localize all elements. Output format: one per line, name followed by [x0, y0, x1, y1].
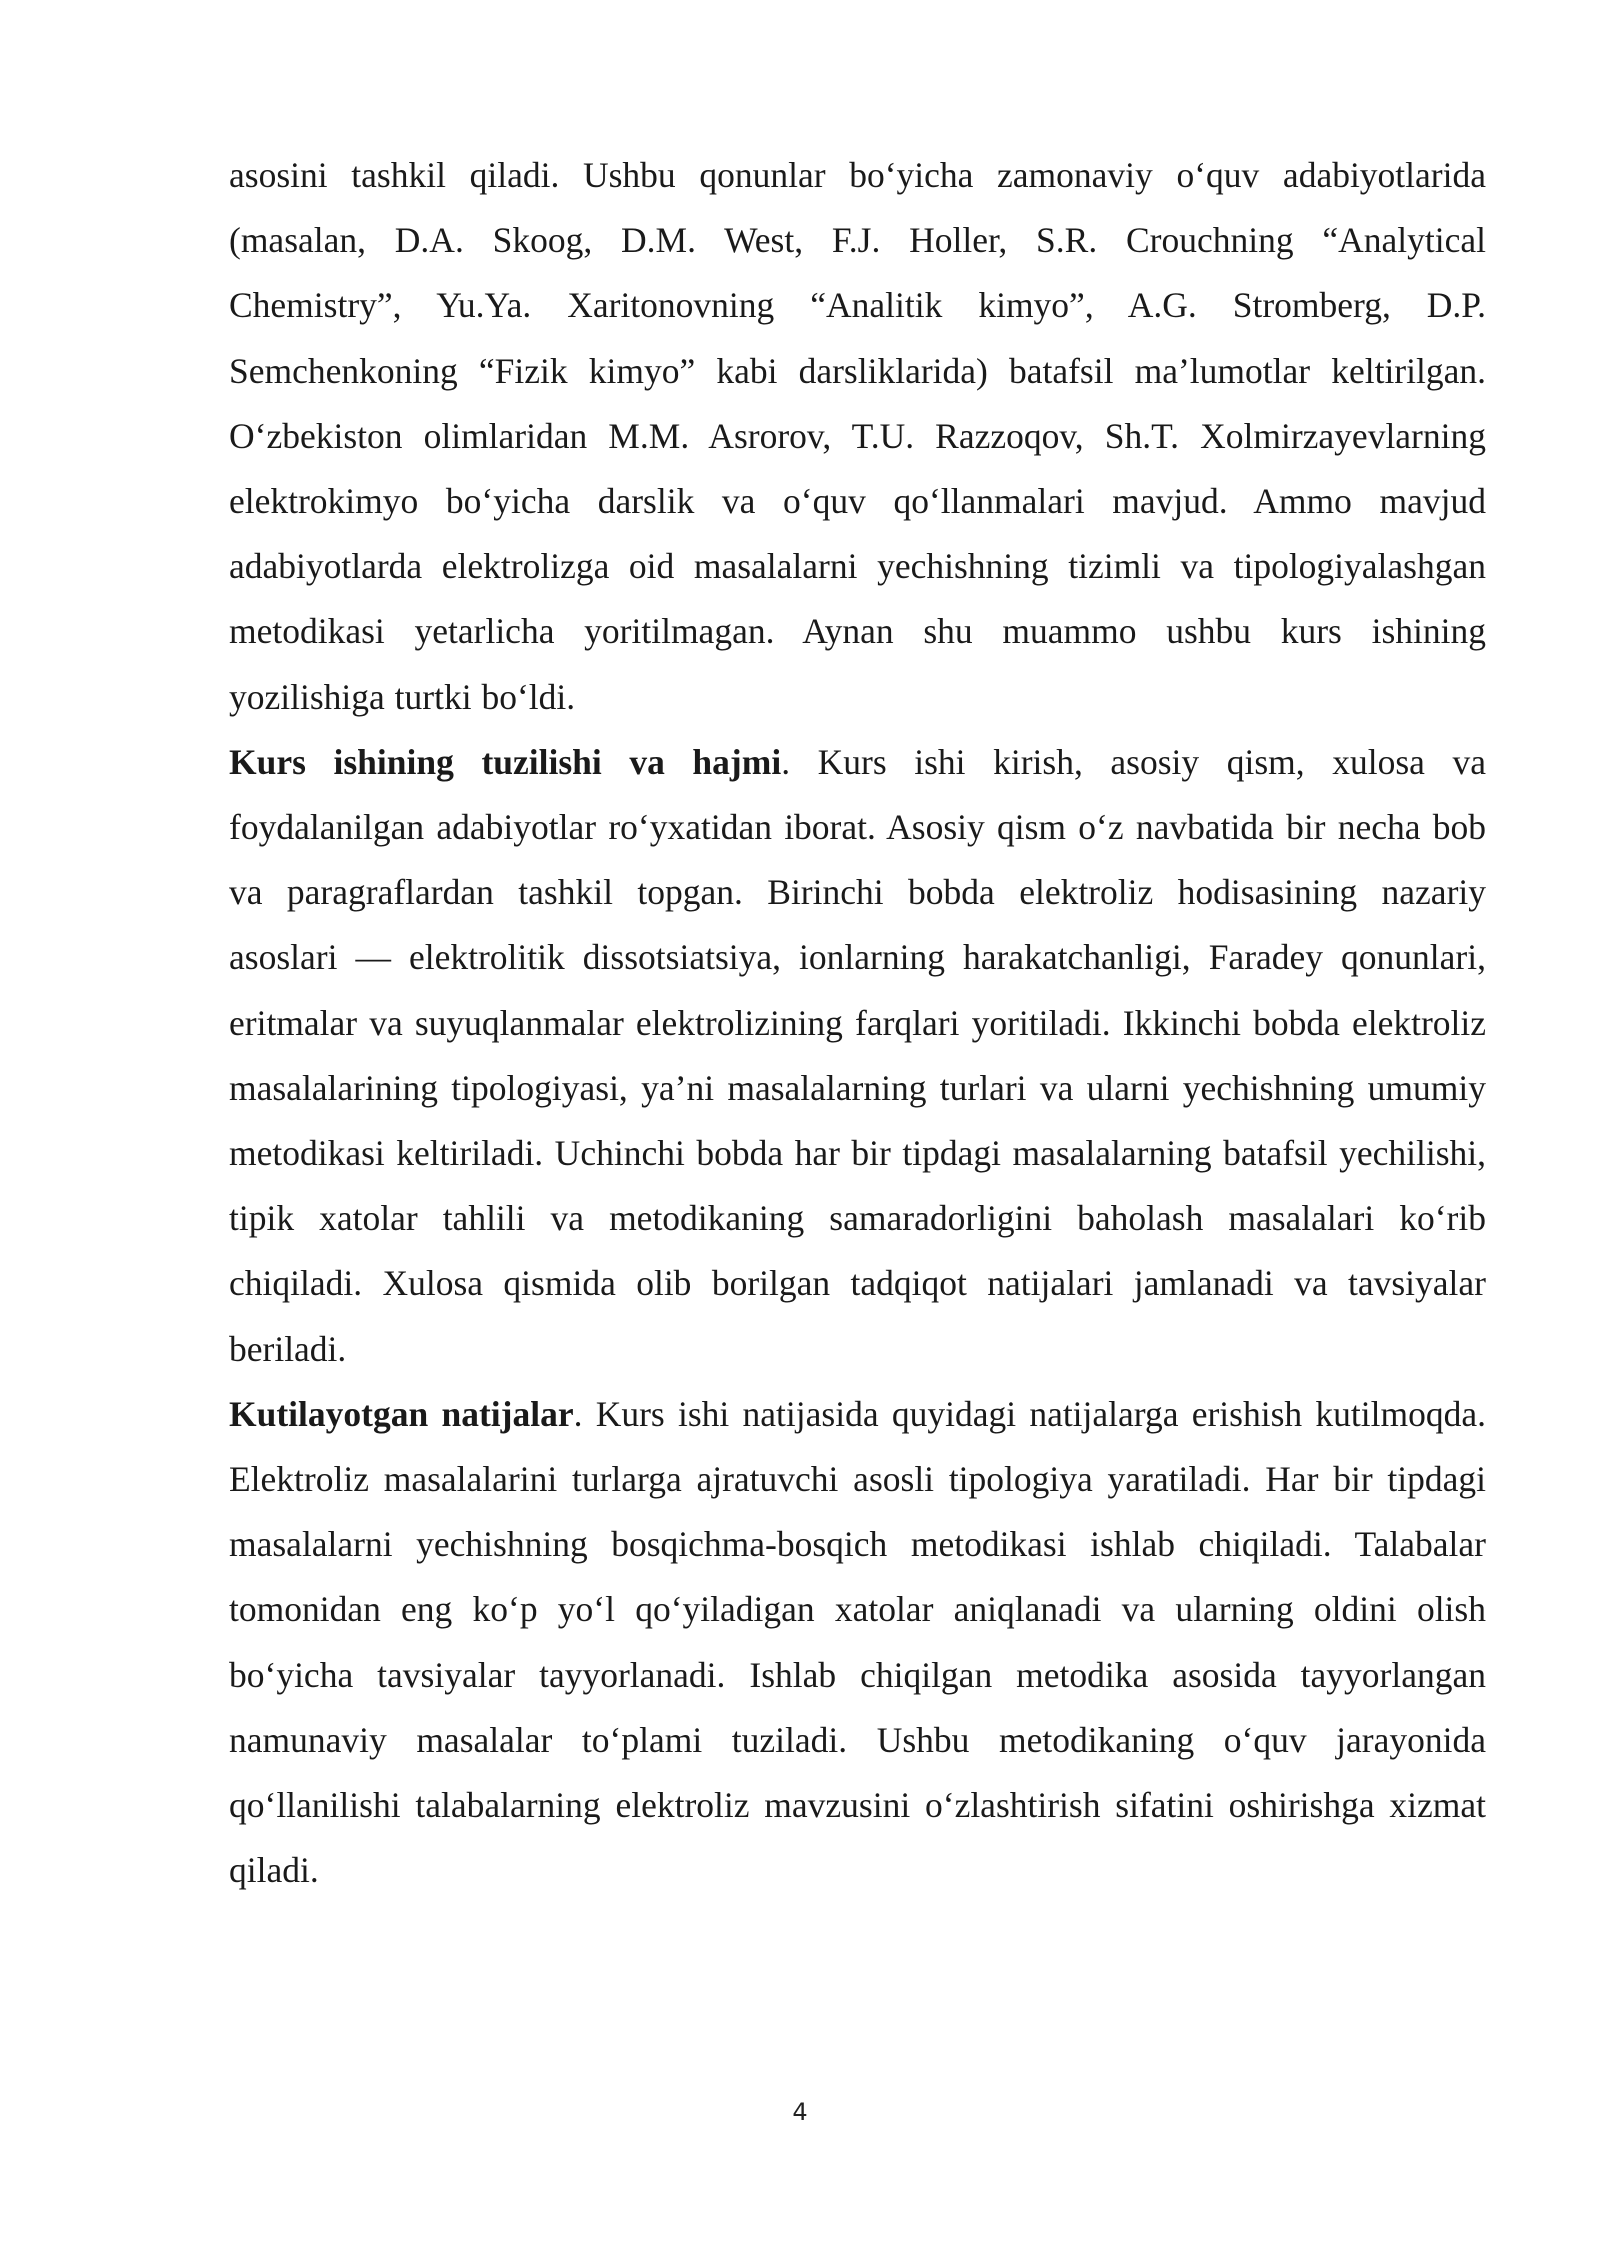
paragraph-text: . Kurs ishi kirish, asosiy qism, xulosa va foydalanilgan adabiyotlar ro‘yxatidan iborat. Asosiy qism o‘z navbatida bir necha bob va paragraflardan tashkil topgan. Birinchi bobda elektroliz hodisasining nazariy asoslari — elektrolitik dissotsiatsiya, ionlarning harakatchanligi, Faradey qonunlari, eritmalar va suyuqlanmalar elektrolizining farqlari yoritiladi. Ikkinchi bobda elektroliz masalalarining tipologiyasi, ya’ni masalalarning turlari va ularni yechishning umumiy metodikasi keltiriladi. Uchinchi bobda har bir tipdagi masalalarning batafsil yechilishi, tipik xatolar tahlili va metodikaning samaradorligini baholash masalalari ko‘rib chiqiladi. Xulosa qismida olib borilgan tadqiqot natijalari jamlanadi va tavsiyalar beriladi.: [229, 741, 1486, 1369]
paragraph-expected-results: [229, 1382, 1486, 1904]
paragraph-structure-and-volume: [229, 730, 1486, 1382]
paragraph-heading: Kutilayotgan natijalar: [229, 1393, 574, 1434]
document-body: [229, 143, 1486, 1903]
paragraph-literature-review: [229, 143, 1486, 730]
paragraph-heading: Kurs ishining tuzilishi va hajmi: [229, 741, 782, 782]
paragraph-text: asosini tashkil qiladi. Ushbu qonunlar bo‘yicha zamonaviy o‘quv adabiyotlarida (masalan, D.A. Skoog, D.M. West, F.J. Holler, S.R. Crouchning “Analytical Chemistry”, Yu.Ya. Xaritonovning “Analitik kimyo”, A.G. Stromberg, D.P. Semchenkoning “Fizik kimyo” kabi darsliklarida) batafsil ma’lumotlar keltirilgan. O‘zbekiston olimlaridan M.M. Asrorov, T.U. Razzoqov, Sh.T. Xolmirzayevlarning elektrokimyo bo‘yicha darslik va o‘quv qo‘llanmalari mavjud. Ammo mavjud adabiyotlarda elektrolizga oid masalalarni yechishning tizimli va tipologiyalashgan metodikasi yetarlicha yoritilmagan. Aynan shu muammo ushbu kurs ishining yozilishiga turtki bo‘ldi.: [229, 155, 1486, 717]
page-number: 4: [792, 2098, 808, 2126]
paragraph-text: . Kurs ishi natijasida quyidagi natijalarga erishish kutilmoqda. Elektroliz masalalarini turlarga ajratuvchi asosli tipologiya yaratiladi. Har bir tipdagi masalalarni yechishning bosqichma-bosqich metodikasi ishlab chiqiladi. Talabalar tomonidan eng ko‘p yo‘l qo‘yiladigan xatolar aniqlanadi va ularning oldini olish bo‘yicha tavsiyalar tayyorlanadi. Ishlab chiqilgan metodika asosida tayyorlangan namunaviy masalalar to‘plami tuziladi. Ushbu metodikaning o‘quv jarayonida qo‘llanilishi talabalarning elektroliz mavzusini o‘zlashtirish sifatini oshirishga xizmat qiladi.: [229, 1393, 1486, 1891]
